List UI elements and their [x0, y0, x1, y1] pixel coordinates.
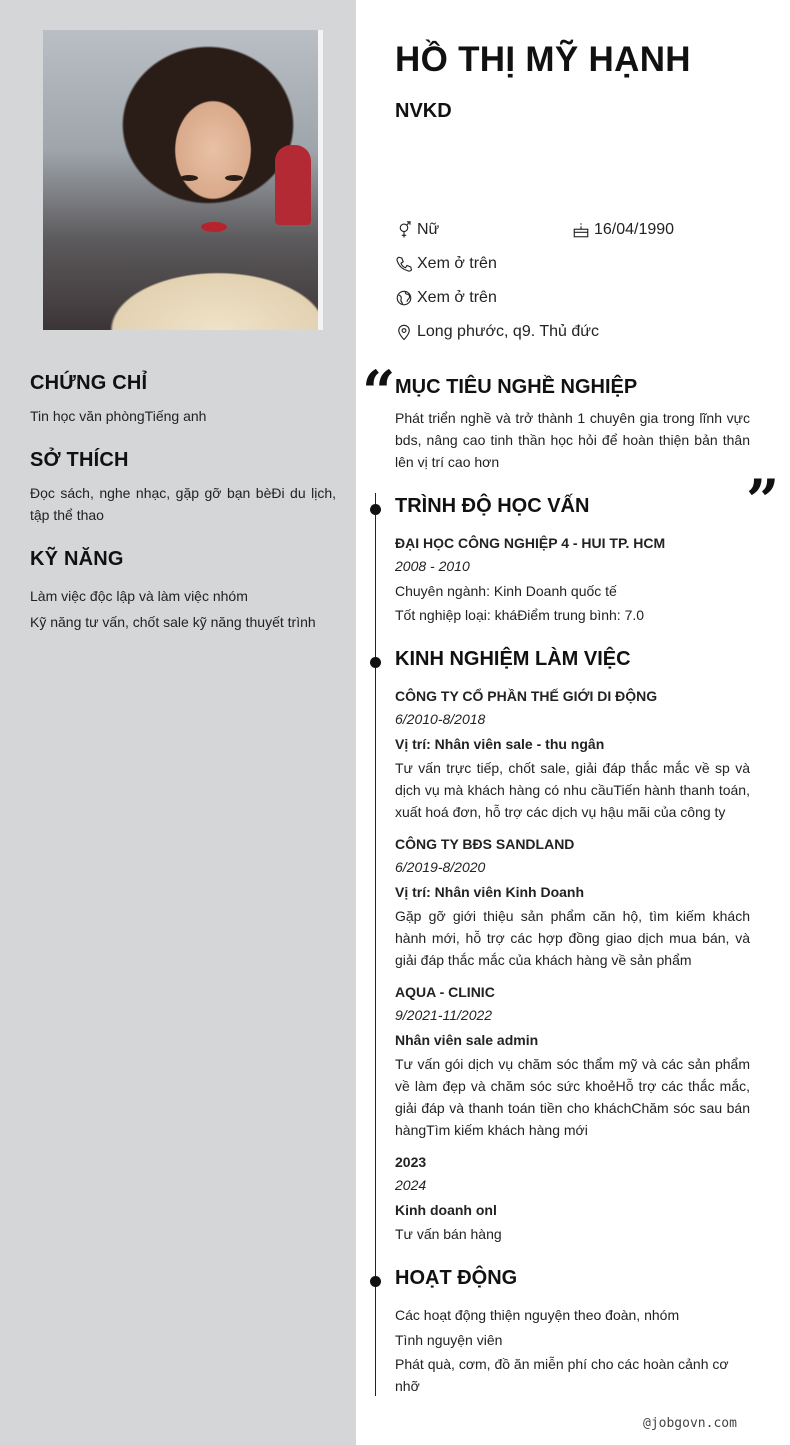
website-value: Xem ở trên	[417, 289, 497, 306]
hobbies-heading: SỞ THÍCH	[30, 449, 129, 471]
hobbies-text: Đọc sách, nghe nhạc, gặp gỡ bạn bèĐi du lịch, tập thể thao	[30, 485, 336, 523]
watermark: @jobgovn.com	[643, 1416, 737, 1431]
gender-value: Nữ	[417, 221, 440, 238]
phone-icon	[395, 255, 413, 273]
profile-photo	[43, 30, 323, 330]
activities-heading: HOẠT ĐỘNG	[395, 1267, 518, 1289]
job-position: Vị trí: Nhân viên Kinh Doanh	[395, 884, 585, 900]
education-school: ĐẠI HỌC CÔNG NGHIỆP 4 - HUI TP. HCM	[395, 535, 666, 551]
candidate-name: HỒ THỊ MỸ HẠNH	[395, 40, 691, 79]
phone-value: Xem ở trên	[417, 255, 497, 272]
activity-item: Phát quà, cơm, đồ ăn miễn phí cho các hoàn cảnh cơ nhỡ	[395, 1356, 729, 1394]
website-row	[395, 289, 497, 307]
education-major: Chuyên ngành: Kinh Doanh quốc tế	[395, 583, 617, 599]
skills-heading: KỸ NĂNG	[30, 548, 124, 570]
quote-open-icon: “	[362, 358, 396, 426]
sidebar	[0, 0, 356, 1445]
job-period: 2024	[395, 1177, 427, 1193]
job-description: Tư vấn bán hàng	[395, 1226, 502, 1242]
certificates-section	[30, 372, 336, 427]
gender-row	[395, 221, 439, 239]
job-description: Tư vấn gói dịch vụ chăm sóc thẩm mỹ và các sản phẩm về làm đẹp và chăm sóc sức khoẻHỗ trợ các thắc mắc, giải đáp và thanh toán tiền cho kháchChăm sóc sau bán hàngTìm kiếm khách hàng mới	[395, 1056, 750, 1138]
objective-text: Phát triển nghề và trở thành 1 chuyên gia trong lĩnh vực bds, nâng cao tinh thần học hỏi để hoàn thiện bản thân lên vị trí cao hơn	[395, 410, 750, 470]
education-grade: Tốt nghiệp loại: kháĐiểm trung bình: 7.0	[395, 607, 645, 623]
activity-item: Các hoạt động thiện nguyện theo đoàn, nhóm	[395, 1307, 680, 1323]
certificates-heading: CHỨNG CHỈ	[30, 372, 148, 394]
birthday-value: 16/04/1990	[594, 221, 675, 238]
education-heading: TRÌNH ĐỘ HỌC VẤN	[395, 495, 590, 517]
birthday-cake-icon	[572, 221, 590, 239]
job-company: CÔNG TY CỔ PHẦN THẾ GIỚI DI ĐỘNG	[395, 688, 658, 704]
timeline-dot	[370, 1276, 381, 1287]
address-row	[395, 323, 599, 341]
globe-icon	[395, 289, 413, 307]
location-pin-icon	[395, 323, 413, 341]
skill-item: Kỹ năng tư vấn, chốt sale kỹ năng thuyết trình	[30, 614, 316, 630]
gender-icon	[395, 221, 413, 239]
job-description: Gặp gỡ giới thiệu sản phẩm căn hộ, tìm kiếm khách hành mới, hỗ trợ các hợp đồng giao dịch mua bán, và giải đáp thắc mắc của khách hàng về sản phẩm	[395, 908, 750, 968]
job-company: CÔNG TY BĐS SANDLAND	[395, 836, 575, 852]
phone-row	[395, 255, 497, 273]
job-position: Kinh doanh onl	[395, 1202, 497, 1218]
job-position: Vị trí: Nhân viên sale - thu ngân	[395, 736, 605, 752]
job-period: 6/2010-8/2018	[395, 711, 486, 727]
job-period: 9/2021-11/2022	[395, 1007, 493, 1023]
skills-section	[30, 548, 336, 635]
skill-item: Làm việc độc lập và làm việc nhóm	[30, 588, 248, 604]
timeline-line	[375, 493, 376, 1396]
job-period: 6/2019-8/2020	[395, 859, 486, 875]
birthday-row	[572, 221, 674, 239]
job-title: NVKD	[395, 100, 452, 122]
experience-heading: KINH NGHIỆM LÀM VIỆC	[395, 648, 631, 670]
quote-close-icon: ”	[746, 467, 780, 535]
certificates-text: Tin học văn phòngTiếng anh	[30, 408, 207, 424]
job-description: Tư vấn trực tiếp, chốt sale, giải đáp thắc mắc về sp và dịch vụ mà khách hàng có nhu cầuTiến hành thanh toán, xuất hoá đơn, hỗ trợ các dịch vụ hậu mãi của công ty	[395, 760, 750, 820]
objective-heading: MỤC TIÊU NGHỀ NGHIỆP	[395, 376, 638, 398]
timeline-dot	[370, 504, 381, 515]
job-company: AQUA - CLINIC	[395, 984, 495, 1000]
education-period: 2008 - 2010	[395, 558, 470, 574]
timeline-dot	[370, 657, 381, 668]
hobbies-section	[30, 449, 336, 526]
activity-item: Tình nguyện viên	[395, 1332, 503, 1348]
job-company: 2023	[395, 1154, 427, 1170]
address-value: Long phước, q9. Thủ đức	[417, 323, 599, 340]
job-position: Nhân viên sale admin	[395, 1032, 539, 1048]
